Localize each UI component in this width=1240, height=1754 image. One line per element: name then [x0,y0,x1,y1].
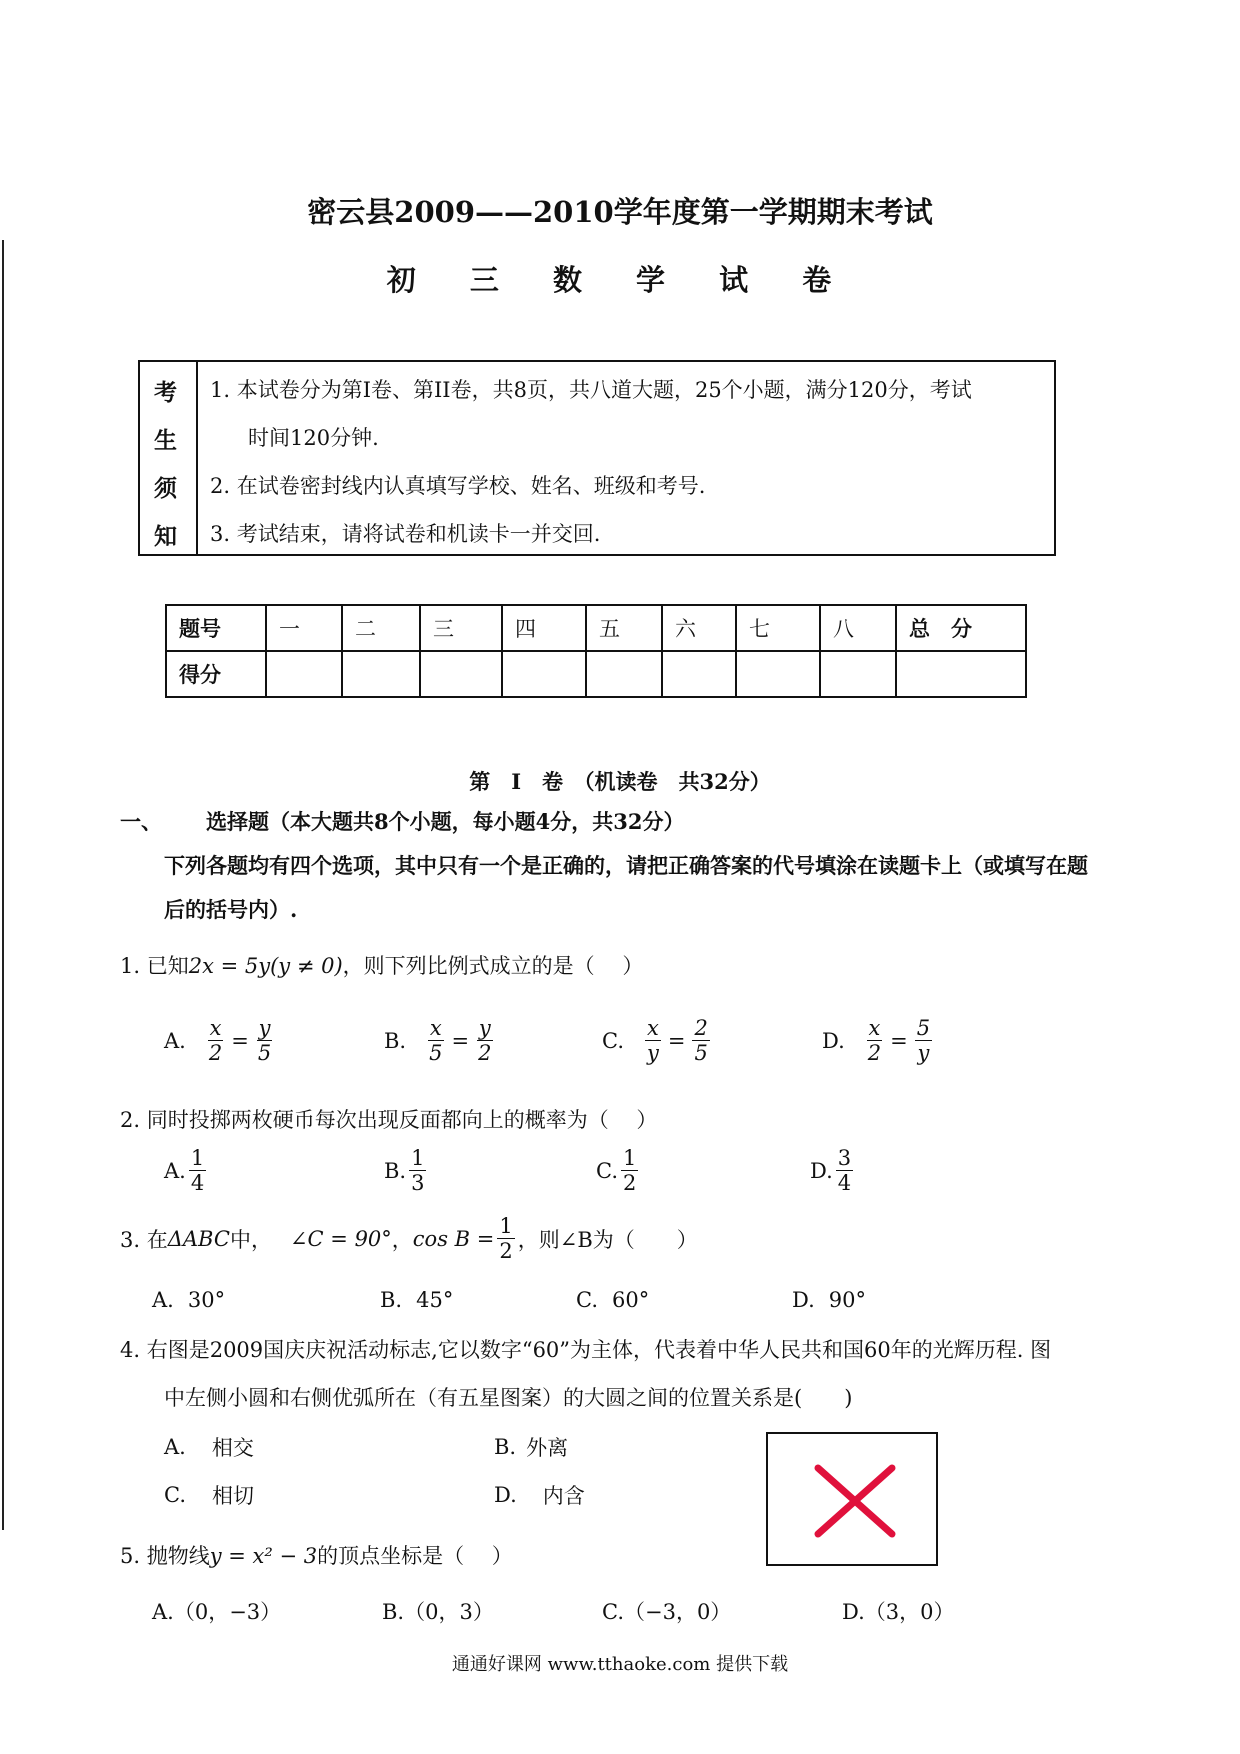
notice-head-char: 知 [154,523,177,550]
fraction-denominator: 2 [478,1041,492,1066]
fraction-numerator: y [478,1016,491,1040]
option-label: D. [822,1028,845,1053]
section-number: 一、 [120,809,162,834]
option-text: 相切 [212,1484,254,1508]
q3-suffix: ，则∠B为（ ） [517,1227,698,1252]
q4-option-d[interactable] [494,1480,585,1510]
fraction-denominator: 5 [694,1041,708,1066]
fraction-denominator: 4 [837,1171,852,1196]
score-cell: 二 [342,605,420,651]
exam-title: 密云县2009——2010学年度第一学期期末考试 [307,195,933,229]
exam-subtitle: 初 三 数 学 试 卷 [386,263,854,297]
fraction-denominator: 5 [429,1041,443,1066]
q1-suffix: ，则下列比例式成立的是（ ） [342,954,644,978]
score-table-score-row [166,651,1026,697]
fraction-denominator: y [917,1041,930,1066]
q5-option-b[interactable]: B.（0，3） [382,1600,494,1624]
exam-notice-box [138,360,1056,556]
score-blank-cell [420,651,502,697]
q5-option-d[interactable]: D.（3，0） [842,1600,955,1624]
q3-angle: ∠C = 90° [289,1226,392,1251]
q1-option-a[interactable]: A. $\frac{x}{2}$ = $\frac{y}{5}$ [164,1016,272,1066]
option-text: 60° [612,1288,650,1312]
option-label: A. [164,1028,186,1053]
notice-head-char: 考 [154,379,177,406]
q1-option-b[interactable]: B. $\frac{x}{5}$ = $\frac{y}{2}$ [384,1016,492,1066]
score-cell: 总 分 [896,605,1026,651]
q1-option-c[interactable]: C. $\frac{x}{y}$ = $\frac{2}{5}$ [602,1016,708,1066]
score-row-label: 得分 [166,651,266,697]
q5-option-a[interactable]: A.（0，−3） [152,1600,282,1624]
q1-equation: 2x = 5y(y ≠ 0) [188,954,343,978]
section-title: 选择题（本大题共8个小题，每小题4分，共32分） [206,809,685,834]
option-text: 外离 [526,1436,569,1460]
score-cell: 七 [736,605,820,651]
fraction-numerator: 1 [190,1146,205,1170]
notice-heading [140,362,198,554]
q5-option-c[interactable]: C.（−3，0） [602,1600,732,1624]
fraction-denominator: 2 [867,1041,882,1066]
score-cell: 六 [662,605,736,651]
question-4-line-1: 4. 右图是2009国庆庆祝活动标志,它以数字“60”为主体，代表着中华人民共和国60年的光辉历程. 图 [120,1338,1052,1362]
option-text: 30° [187,1288,226,1312]
option-label: B. [494,1435,517,1459]
fraction-denominator: 3 [411,1171,425,1196]
notice-line: 1. 本试卷分为第I卷、第II卷，共8页，共八道大题，25个小题，满分120分，考试 [210,378,972,402]
q5-prefix: 5. 抛物线 [120,1544,210,1568]
option-label: D. [494,1483,517,1507]
fraction-numerator: x [647,1016,659,1040]
score-blank-cell [342,651,420,697]
score-cell: 五 [586,605,662,651]
fraction-numerator: 3 [837,1146,852,1170]
notice-line: 2. 在试卷密封线内认真填写学校、姓名、班级和考号. [210,474,706,498]
q4-option-c[interactable] [164,1480,254,1510]
question-3 [120,1214,698,1263]
q5-suffix: 的顶点坐标是（ ） [317,1544,513,1568]
footer-source: 通通好课网 www.tthaoke.com 提供下载 [451,1654,789,1675]
q3-cosine: cos B = [412,1226,495,1251]
option-label: C. [164,1483,186,1507]
fraction-numerator: 2 [694,1016,708,1040]
option-label: A. [164,1158,186,1183]
notice-line: 时间120分钟. [248,426,379,450]
q2-option-a[interactable] [164,1146,209,1195]
missing-image-frame [766,1432,938,1566]
notice-head-char: 须 [154,475,177,502]
q3-option-a[interactable] [152,1288,225,1312]
score-blank-cell [662,651,736,697]
question-4-line-2: 中左侧小圆和右侧优弧所在（有五星图案）的大圆之间的位置关系是( ) [164,1386,853,1410]
fraction-numerator: 1 [411,1146,425,1170]
fraction-denominator: 2 [499,1239,513,1264]
score-table [165,604,1027,698]
option-label: B. [380,1288,403,1312]
fraction-numerator: 1 [623,1146,637,1170]
notice-line: 3. 考试结束，请将试卷和机读卡一并交回. [210,522,601,546]
part1-heading: 第 I 卷 （机读卷 共32分） [469,769,771,794]
section-instruction: 下列各题均有四个选项，其中只有一个是正确的，请把正确答案的代号填涂在读题卡上（或填写在题 [164,853,1088,878]
score-cell: 三 [420,605,502,651]
q3-prefix: 3. 在 [120,1227,168,1252]
q2-option-c[interactable] [596,1146,641,1195]
fraction-numerator: y [258,1016,271,1040]
option-label: A. [164,1435,186,1459]
score-blank-cell [586,651,662,697]
q2-option-d[interactable] [810,1146,856,1195]
fraction-denominator: y [647,1041,659,1066]
option-label: D. [810,1158,833,1183]
q5-equation: y = x² − 3 [209,1544,318,1568]
q4-option-b[interactable] [494,1432,568,1462]
section-instruction: 后的括号内）. [164,897,298,922]
score-blank-cell [820,651,896,697]
score-table-header-row [166,605,1026,651]
option-text: 90° [828,1288,866,1312]
q1-option-d[interactable]: D. $\frac{x}{2}$ = $\frac{5}{y}$ [822,1016,931,1066]
q3-option-d[interactable] [792,1288,866,1312]
option-label: A. [152,1288,174,1312]
q2-option-b[interactable] [384,1146,429,1195]
score-cell: 一 [266,605,342,651]
q1-prefix: 1. 已知 [120,954,189,978]
fraction-denominator: 4 [190,1171,205,1196]
score-blank-cell [736,651,820,697]
option-text: 45° [416,1288,454,1312]
notice-head-char: 生 [154,427,177,454]
question-2: 2. 同时投掷两枚硬币每次出现反面都向上的概率为（ ） [120,1108,658,1132]
fraction-numerator: x [429,1016,442,1040]
q3-middle: 中， [229,1227,272,1252]
option-label: C. [576,1288,598,1312]
option-label: C. [602,1028,624,1053]
q3-option-b[interactable] [380,1288,453,1312]
q4-option-a[interactable] [164,1432,254,1462]
score-blank-cell [502,651,586,697]
score-blank-cell [266,651,342,697]
score-cell: 四 [502,605,586,651]
option-label: B. [384,1028,407,1053]
fraction-numerator: x [209,1016,222,1040]
option-text: 内含 [542,1484,585,1508]
q3-comma: ， [391,1227,413,1252]
score-blank-cell [896,651,1026,697]
option-label: D. [792,1288,815,1312]
option-label: C. [596,1158,618,1183]
fraction-denominator: 2 [623,1171,637,1196]
q3-triangle: ΔABC [167,1226,230,1251]
question-1 [120,950,643,980]
fraction-numerator: 5 [916,1016,931,1040]
question-5 [120,1540,513,1570]
binding-line [2,240,4,1530]
fraction-denominator: 2 [208,1041,223,1066]
option-label: B. [384,1158,407,1183]
fraction-denominator: 5 [257,1041,272,1066]
score-cell: 题号 [166,605,266,651]
q3-option-c[interactable] [576,1288,649,1312]
option-text: 相交 [211,1436,254,1460]
red-cross-icon [768,1434,936,1564]
fraction-numerator: 1 [499,1214,513,1238]
fraction-numerator: x [868,1016,881,1040]
score-cell: 八 [820,605,896,651]
